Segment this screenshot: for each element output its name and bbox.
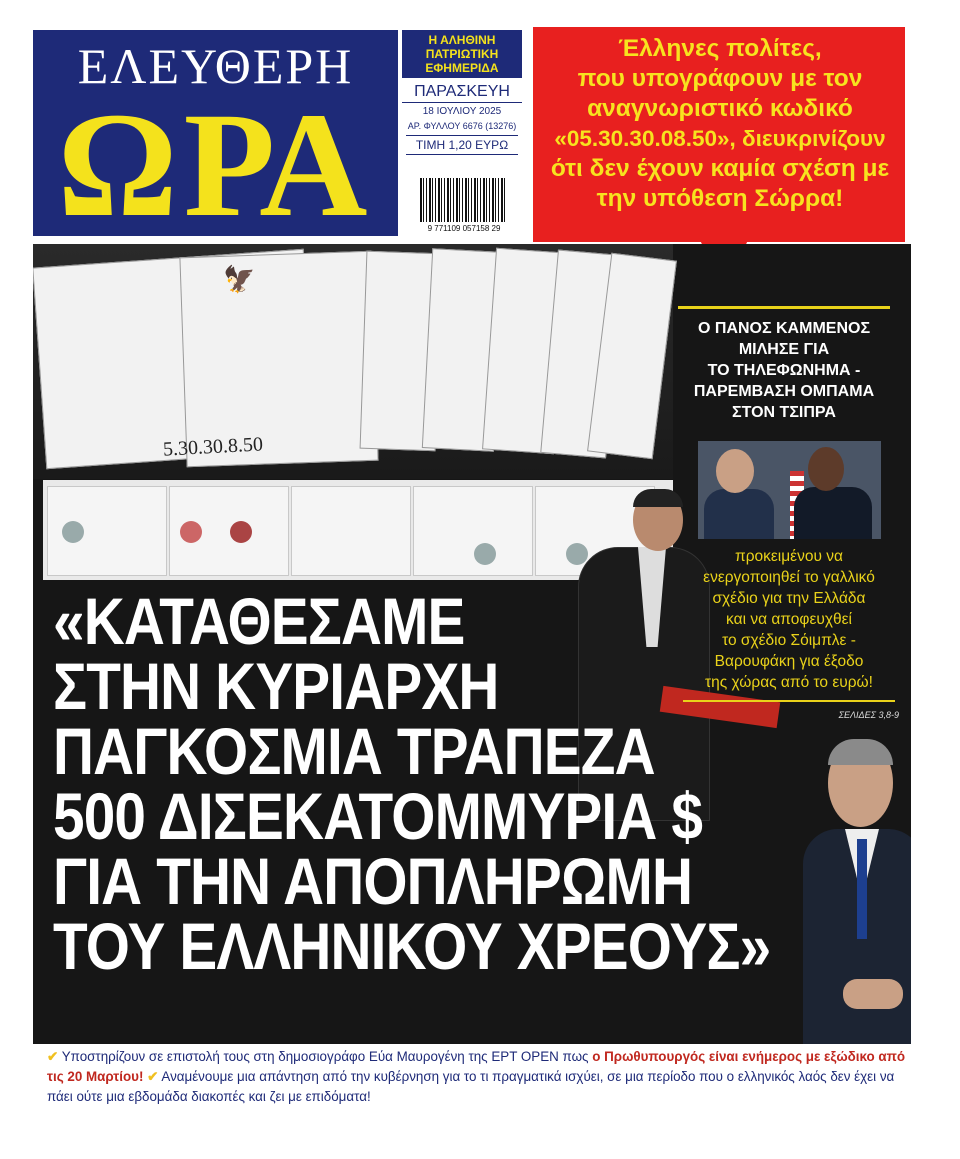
slogan-line-1: Η ΑΛΗΘΙΝΗ <box>428 33 496 47</box>
side-body-line: και να αποφευχθεί <box>726 611 852 628</box>
red-callout-line: αναγνωριστικό κωδικό <box>587 95 853 122</box>
headline-line: «ΚΑΤΑΘΕΣΑΜΕ <box>53 584 465 658</box>
bottom-summary <box>47 1047 915 1107</box>
person-left-suit <box>704 489 774 539</box>
documents-photo <box>33 244 673 479</box>
issue-price: ΤΙΜΗ 1,20 ΕΥΡΩ <box>406 135 518 155</box>
side-headline-line: ΠΑΡΕΜΒΑΣΗ ΟΜΠΑΜΑ <box>693 383 875 400</box>
side-body-line: Βαρουφάκη για έξοδο <box>714 653 864 670</box>
issue-date: 18 ΙΟΥΛΙΟΥ 2025 <box>422 106 502 117</box>
side-headline-line: ΣΤΟΝ ΤΣΙΠΡΑ <box>732 404 836 421</box>
page-reference: ΣΕΛΙΔΕΣ 3,8-9 <box>838 710 899 720</box>
red-callout-line: την υπόθεση Σώρρα! <box>596 185 844 212</box>
masthead <box>33 30 398 236</box>
headline-line: ΓΙΑ ΤΗΝ ΑΠΟΠΛΗΡΩΜΗ <box>53 844 693 918</box>
summary-part-2: Αναμένουμε μια απάντηση από την κυβέρνηση για το τι πραγματικά ισχύει, σε μια περίοδο που ο ελληνικός λαός δεν έχει να πάει ούτε μια εβδομάδα διακοπές και ζει με επιδόματα! <box>47 1069 895 1104</box>
side-body-line: το σχέδιο Σόιμπλε - <box>722 632 856 649</box>
document-code: 5.30.30.8.50 <box>162 433 264 461</box>
side-divider-top <box>678 306 890 309</box>
slogan <box>402 30 522 78</box>
main-story-panel <box>33 244 911 1044</box>
side-story-headline <box>681 318 887 423</box>
seal-icon <box>230 521 252 543</box>
document-sheet <box>179 251 378 468</box>
issue-number: ΑΡ. ΦΥΛΛΟΥ 6676 (13276) <box>407 121 517 131</box>
certificate-sheet <box>169 486 289 576</box>
check-icon: ✔ <box>147 1069 159 1084</box>
side-headline-line: ΜΙΛΗΣΕ ΓΙΑ <box>738 341 830 358</box>
side-body-line: προκειμένου να <box>735 548 843 565</box>
side-headline-line: Ο ΠΑΝΟΣ ΚΑΜΜΕΝΟΣ <box>697 320 871 337</box>
eagle-emblem-icon: 🦅 <box>223 264 256 294</box>
red-callout-line: Έλληνες πολίτες, <box>618 35 822 62</box>
certificate-sheet <box>47 486 167 576</box>
meeting-photo <box>698 441 881 539</box>
check-icon: ✔ <box>47 1049 59 1064</box>
barcode-icon <box>420 178 506 222</box>
pm-tie <box>857 839 867 939</box>
slogan-line-3: ΕΦΗΜΕΡΙΔΑ <box>425 61 499 75</box>
person-right-suit <box>794 487 872 539</box>
summary-highlight: ο Πρωθυπουργός είναι ενήμερος με εξώδικο από τις 20 Μαρτίου! <box>47 1049 906 1084</box>
seal-icon <box>180 521 202 543</box>
seal-icon <box>62 521 84 543</box>
main-headline <box>53 584 853 983</box>
red-callout-line: «05.30.30.08.50», διευκρινίζουν <box>554 126 886 151</box>
issue-day: ΠΑΡΑΣΚΕΥΗ <box>402 82 522 103</box>
red-callout-line: ότι δεν έχουν καμία σχέση με <box>550 155 890 182</box>
headline-line: 500 ΔΙΣΕΚΑΤΟΜΜΥΡΙΑ $ <box>53 779 703 853</box>
certificate-sheet <box>413 486 533 576</box>
person-right-head <box>808 447 844 491</box>
issue-info-box <box>402 30 522 236</box>
certificate-sheet <box>291 486 411 576</box>
red-callout-line: που υπογράφουν με τον <box>577 65 863 92</box>
masthead-main-title: ΩΡΑ <box>57 82 374 236</box>
masthead-top-title: ΕΛΕΥΘΕΡΗ <box>77 38 354 94</box>
slogan-line-2: ΠΑΤΡΙΩΤΙΚΗ <box>425 47 499 61</box>
side-body-line: της χώρας από το ευρώ! <box>705 674 873 691</box>
headline-line: ΤΟΥ ΕΛΛΗΝΙΚΟΥ ΧΡΕΟΥΣ» <box>53 909 771 983</box>
headline-line: ΣΤΗΝ ΚΥΡΙΑΡΧΗ <box>53 649 499 723</box>
side-headline-line: ΤΟ ΤΗΛΕΦΩΝΗΜΑ - <box>707 362 861 379</box>
person-left-head <box>716 449 754 493</box>
side-body-line: σχέδιο για την Ελλάδα <box>712 590 866 607</box>
barcode-number: 9 771109 057158 29 <box>427 224 501 233</box>
seal-icon <box>474 543 496 565</box>
headline-line: ΠΑΓΚΟΣΜΙΑ ΤΡΑΠΕΖΑ <box>53 714 655 788</box>
speaker-hair <box>633 489 683 507</box>
red-callout-text <box>540 34 900 214</box>
side-body-line: ενεργοποιηθεί το γαλλικό <box>703 569 875 586</box>
pm-hands <box>843 979 903 1009</box>
summary-part-1: Υποστηρίζουν σε επιστολή τους στη δημοσιογράφο Εύα Μαυρογένη της ΕΡΤ OPEN πως <box>61 1049 589 1064</box>
